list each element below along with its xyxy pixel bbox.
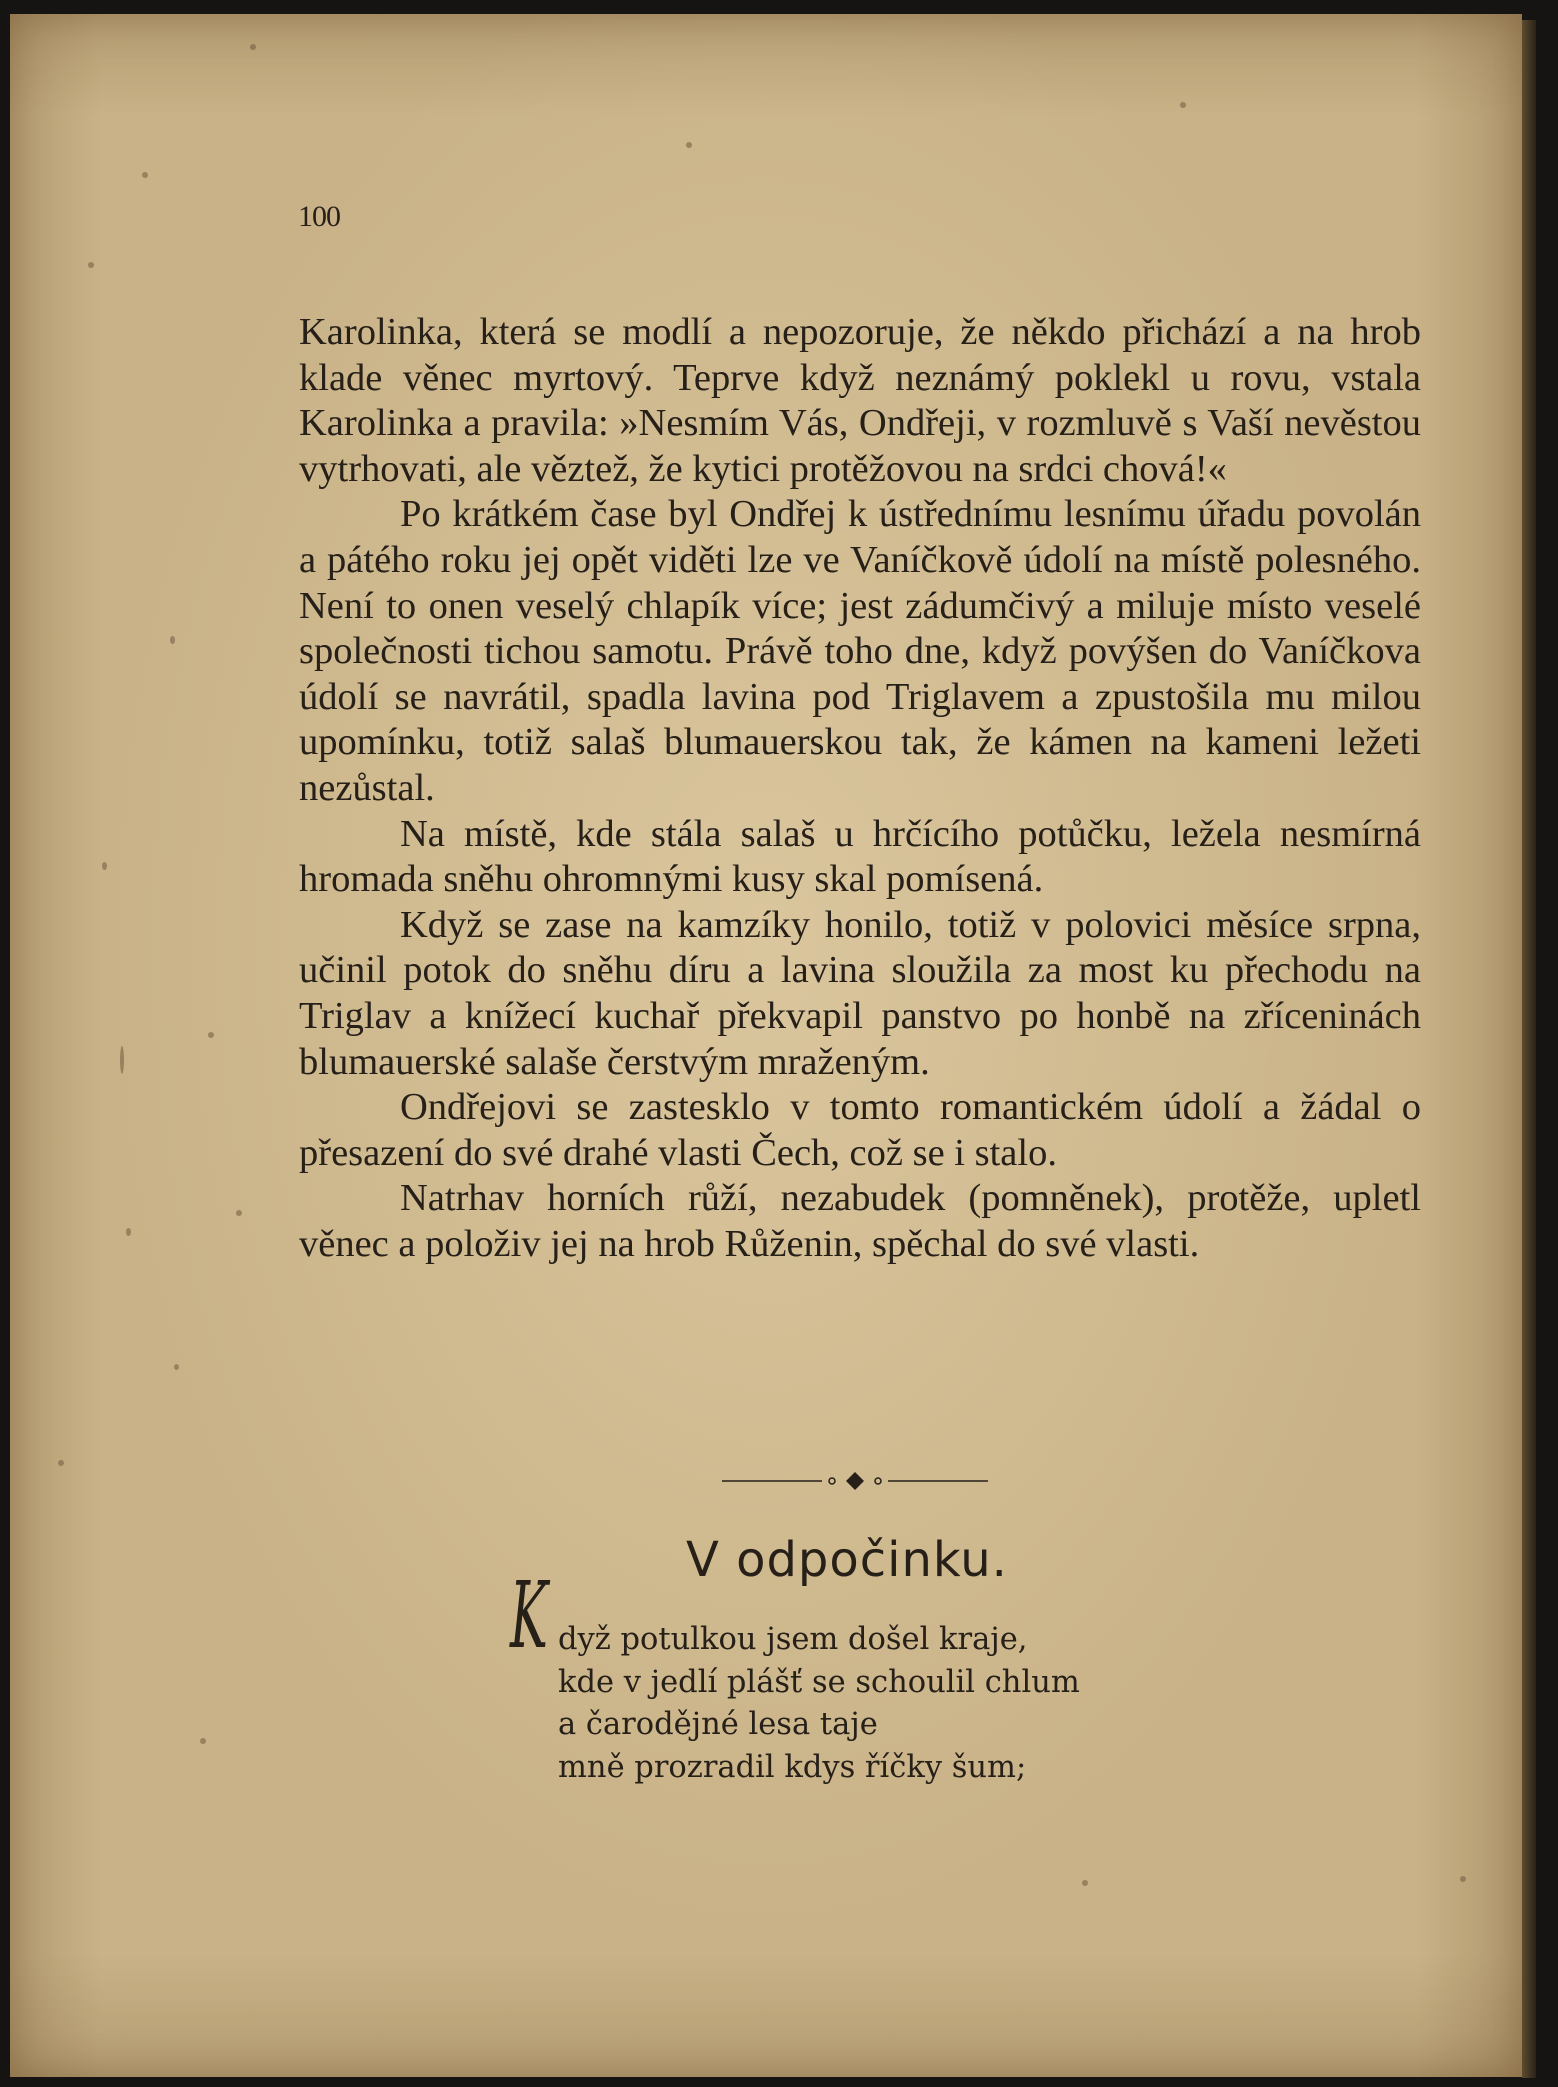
paper-speck xyxy=(120,1046,124,1074)
paper-speck xyxy=(200,1738,206,1744)
paragraph: Když se zase na kamzíky honilo, totiž v polovici měsíce srpna, učinil potok do sněhu díru a lavina sloužila za most ku přechodu na Triglav a knížecí kuchař překvapil panstvo po honbě na zříceninách blumauerské salaše čerstvým mraženým. xyxy=(299,903,1421,1083)
book-page xyxy=(10,14,1522,2077)
paper-speck xyxy=(126,1228,131,1236)
paper-speck xyxy=(208,1032,214,1038)
section-divider-ornament xyxy=(722,1466,988,1496)
paper-speck xyxy=(174,1364,179,1370)
paper-speck xyxy=(58,1460,64,1466)
paragraph: Natrhav horních růží, nezabudek (pomněnek), protěže, upletl věnec a položiv jej na hrob Růženin, spěchal do své vlasti. xyxy=(299,1177,1421,1265)
paragraph: Karolinka, která se modlí a nepozoruje, že někdo přichází a na hrob klade věnec myrtový. Teprve když neznámý poklekl u rovu, vstala Karolinka a pravila: »Nesmím Vás, Ondřeji, v rozmluvě s Vaší nevěstou vytrhovati, ale věztež, že kytici protěžovou na srdci chová!« xyxy=(299,311,1421,490)
poem-line: mně prozradil kdys říčky šum; xyxy=(558,1750,1027,1785)
poem-line: kde v jedlí plášť se schoulil chlum xyxy=(558,1665,1080,1700)
paper-speck xyxy=(1082,1880,1088,1886)
page-edge-shadow xyxy=(1522,20,1536,2078)
paragraph: Po krátkém čase byl Ondřej k ústřednímu lesnímu úřadu povolán a pátého roku jej opět viděti lze ve Vaníčkově údolí na místě polesného. Není to onen veselý chlapík více; jest zádumčivý a miluje místo veselé společnosti tichou samotu. Právě toho dne, když povýšen do Vaníčkova údolí se navrátil, spadla lavina pod Triglavem a zpustošila mu milou upomínku, totiž salaš blumauerskou tak, že kámen na kameni ležeti nezůstal. xyxy=(299,493,1421,809)
paper-speck xyxy=(236,1210,242,1216)
paper-speck xyxy=(102,862,107,870)
paper-speck xyxy=(686,142,692,148)
poem-dropcap: K xyxy=(510,1562,548,1669)
paper-speck xyxy=(88,262,94,268)
paper-speck xyxy=(1180,102,1186,108)
poem-line: dyž potulkou jsem došel kraje, xyxy=(558,1622,1028,1657)
paper-speck xyxy=(250,44,256,50)
paper-speck xyxy=(170,636,175,644)
paragraph: Na místě, kde stála salaš u hrčícího potůčku, ležela nesmírná hromada sněhu ohromnými kusy skal pomísená. xyxy=(299,812,1421,901)
poem-title: V odpočinku. xyxy=(686,1532,1008,1588)
prose-body xyxy=(299,310,1421,1267)
page-number: 100 xyxy=(298,200,340,233)
poem-line: a čarodějné lesa taje xyxy=(558,1707,878,1742)
paper-speck xyxy=(1460,1876,1466,1882)
paragraph: Ondřejovi se zastesklo v tomto romantickém údolí a žádal o přesazení do své drahé vlasti Čech, což se i stalo. xyxy=(299,1086,1421,1174)
paper-speck xyxy=(142,172,148,178)
